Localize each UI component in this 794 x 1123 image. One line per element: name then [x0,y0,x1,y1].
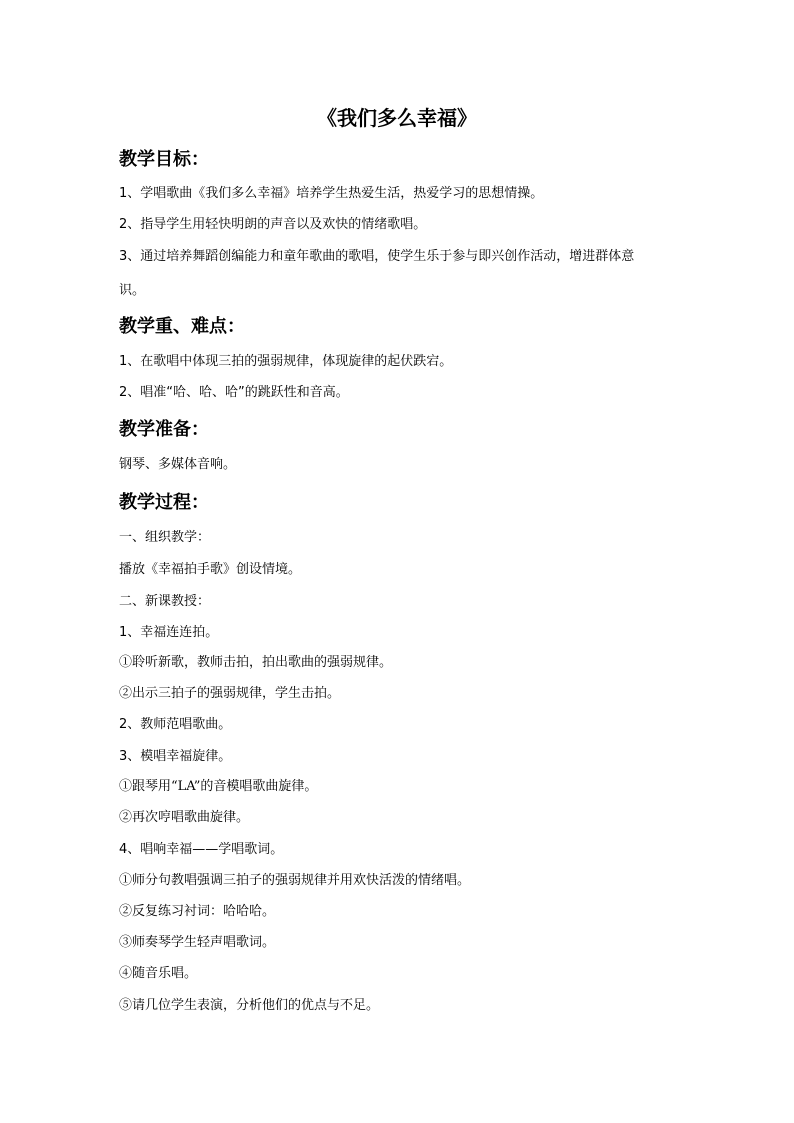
objective-item-2: 2、指导学生用轻快明朗的声音以及欢快的情绪歌唱。 [119,217,427,232]
document-title: 《我们多么幸福》 [317,106,477,130]
section-heading-objectives: 教学目标： [119,149,209,170]
section-heading-key-points: 教学重、难点： [119,316,245,337]
process-item-6: ②出示三拍子的强弱规律，学生击拍。 [119,686,341,701]
process-item-9: ①跟琴用“LA”的音模唱歌曲旋律。 [119,779,318,794]
process-item-13: ②反复练习衬词：哈哈哈。 [119,904,276,919]
process-item-12: ①师分句教唱强调三拍子的强弱规律并用欢快活泼的情绪唱。 [119,873,471,888]
process-item-14: ③师奏琴学生轻声唱歌词。 [119,935,276,950]
process-item-7: 2、教师范唱歌曲。 [119,717,232,732]
objective-item-3-continued: 识。 [119,283,146,298]
process-item-15: ④随音乐唱。 [119,966,198,981]
process-item-2: 播放《幸福拍手歌》创设情境。 [119,562,302,577]
section-heading-preparation: 教学准备： [119,419,209,440]
process-item-10: ②再次哼唱歌曲旋律。 [119,810,250,825]
key-point-item-2: 2、唱准“哈、哈、哈”的跳跃性和音高。 [119,385,349,400]
process-item-11: 4、唱响幸福——学唱歌词。 [119,842,284,857]
preparation-item-1: 钢琴、多媒体音响。 [119,457,237,472]
section-heading-process: 教学过程： [119,492,209,513]
process-item-8: 3、模唱幸福旋律。 [119,749,232,764]
key-point-item-1: 1、在歌唱中体现三拍的强弱规律，体现旋律的起伏跌宕。 [119,354,453,369]
process-item-1: 一、组织教学： [119,530,211,545]
process-item-4: 1、幸福连连拍。 [119,625,219,640]
process-item-16: ⑤请几位学生表演，分析他们的优点与不足。 [119,998,380,1013]
objective-item-1: 1、学唱歌曲《我们多么幸福》培养学生热爱生活，热爱学习的思想情操。 [119,186,544,201]
objective-item-3: 3、通过培养舞蹈创编能力和童年歌曲的歌唱，使学生乐于参与即兴创作活动，增进群体意 [119,249,635,264]
process-item-3: 二、新课教授： [119,594,211,609]
process-item-5: ①聆听新歌，教师击拍，拍出歌曲的强弱规律。 [119,655,393,670]
